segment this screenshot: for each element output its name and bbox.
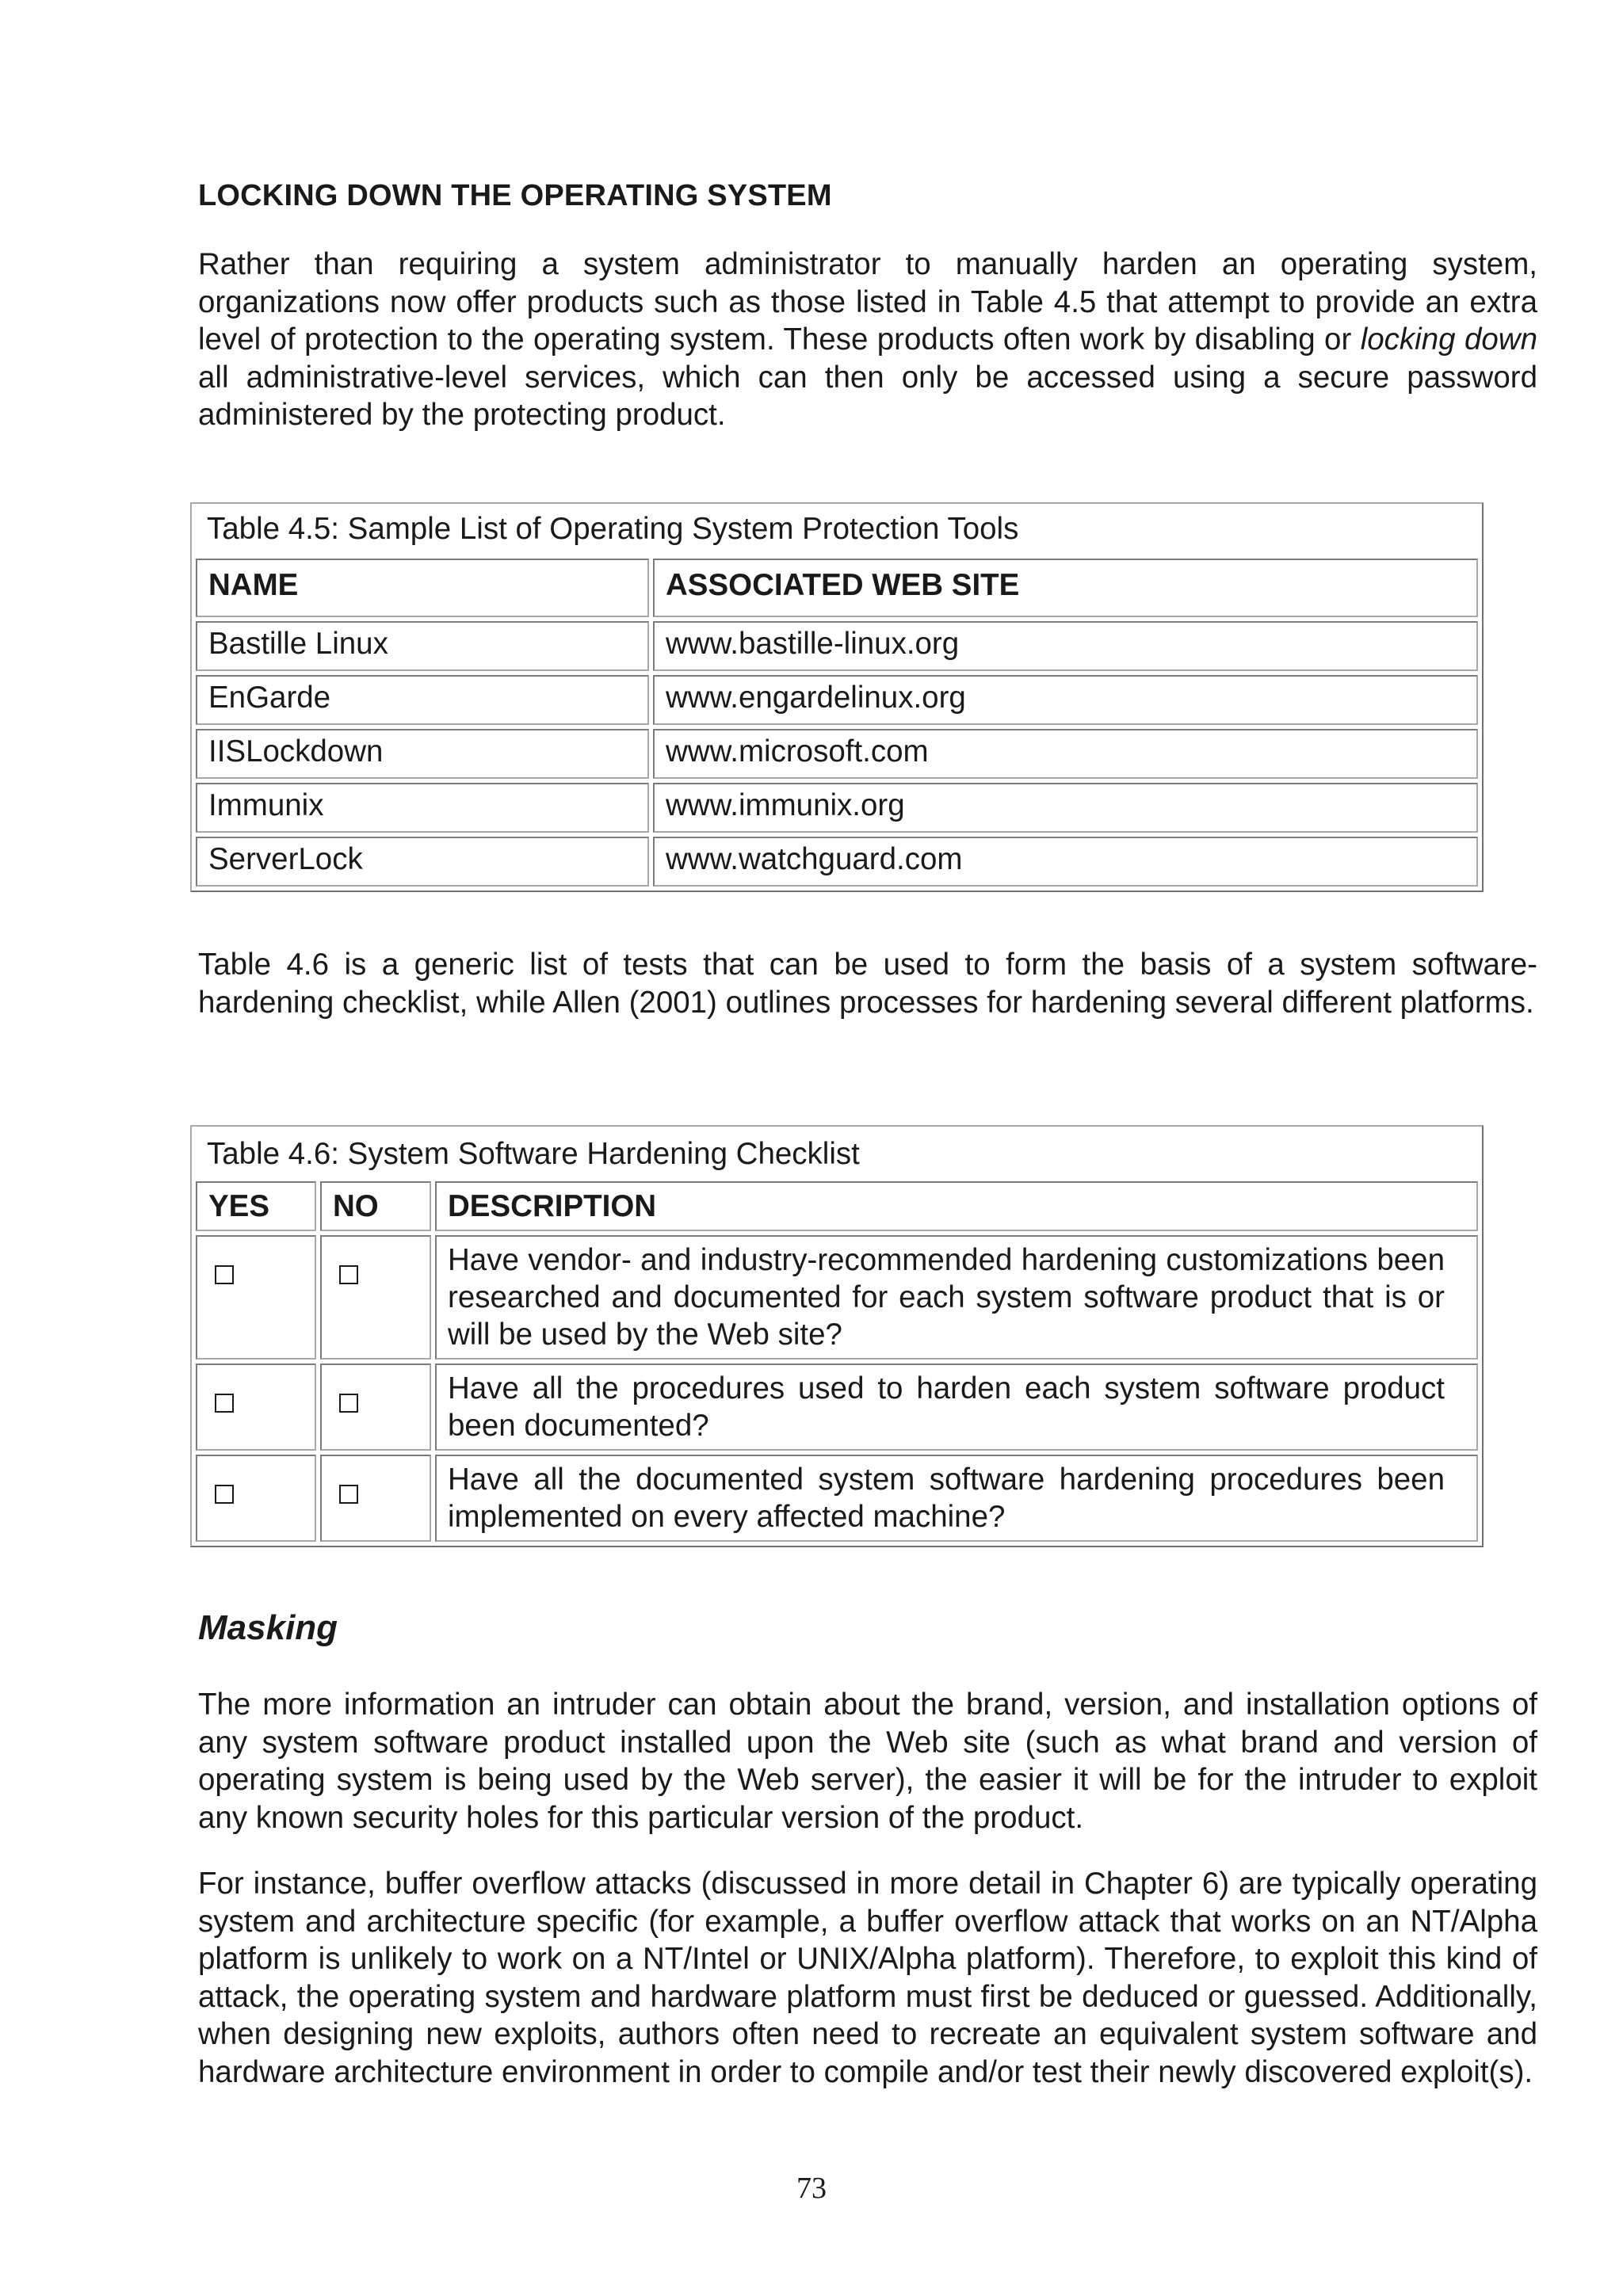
masking-paragraph-1: The more information an intruder can obtain about the brand, version, and installation options of any system software product installed upon the Web site (such as what brand and version of operating system is being used by the Web server), the easier it will be for the intruder to exploit any known security holes for this particular version of the product. — [198, 1688, 1537, 1835]
no-checkbox[interactable] — [339, 1485, 358, 1504]
tool-website: www.engardelinux.org — [653, 675, 1478, 725]
masking-paragraph-2: For instance, buffer overflow attacks (discussed in more detail in Chapter 6) are typically operating system and architecture specific (for example, a buffer overflow attack that works on an NT/Alpha platform is unlikely to work on a NT/Intel or UNIX/Alpha platform). Therefore, to exploit this kind of attack, the operating system and hardware platform must first be deduced or guessed. Additionally, when designing new exploits, authors often need to recreate an equivalent system software and hardware architecture environment in order to compile and/or test their newly discovered exploit(s). — [198, 1867, 1537, 2089]
masking-heading: Masking — [198, 1608, 338, 1647]
page-number: 73 — [796, 2172, 827, 2205]
table-row — [196, 621, 1478, 671]
table-row — [196, 675, 1478, 725]
yes-checkbox[interactable] — [215, 1394, 234, 1413]
checklist-description: Have vendor- and industry-recommended hardening customizations been researched and documented for each system software product that is or will be used by the Web site? — [435, 1235, 1478, 1360]
intro-text-end: all administrative-level services, which can then only be accessed using a secure password administered by the protecting product. — [198, 360, 1537, 432]
tool-website: www.watchguard.com — [653, 837, 1478, 887]
table46-caption: Table 4.6: System Software Hardening Checklist — [207, 1137, 860, 1171]
no-checkbox[interactable] — [339, 1265, 358, 1284]
table-row — [196, 1235, 1478, 1360]
table-row — [196, 729, 1478, 779]
section-heading: LOCKING DOWN THE OPERATING SYSTEM — [198, 179, 832, 212]
hardening-checklist-table — [190, 1125, 1484, 1547]
tool-name: Immunix — [196, 783, 649, 833]
table46-header-yes: YES — [196, 1181, 316, 1231]
table45-header-site: ASSOCIATED WEB SITE — [653, 559, 1478, 617]
table46-header-no: NO — [320, 1181, 431, 1231]
protection-tools-table — [190, 502, 1484, 892]
table46-intro-paragraph: Table 4.6 is a generic list of tests that can be used to form the basis of a system software-hardening checklist, while Allen (2001) outlines processes for hardening several different platforms. — [198, 948, 1537, 1020]
tool-website: www.immunix.org — [653, 783, 1478, 833]
no-checkbox[interactable] — [339, 1394, 358, 1413]
intro-text-start: Rather than requiring a system administrator to manually harden an operating system, organizations now offer products such as those listed in Table 4.5 that attempt to provide an extra level of protection to the operating system. These products often work by disabling or — [198, 247, 1537, 357]
table-row — [196, 1455, 1478, 1542]
tool-website: www.bastille-linux.org — [653, 621, 1478, 671]
table45-header-name: NAME — [196, 559, 649, 617]
tool-website: www.microsoft.com — [653, 729, 1478, 779]
table-row — [196, 1363, 1478, 1451]
yes-checkbox[interactable] — [215, 1265, 234, 1284]
table45-caption: Table 4.5: Sample List of Operating System Protection Tools — [207, 512, 1019, 546]
tool-name: EnGarde — [196, 675, 649, 725]
table-row — [196, 837, 1478, 887]
checklist-description: Have all the procedures used to harden each system software product been documented? — [435, 1363, 1478, 1451]
table46-header-description: DESCRIPTION — [435, 1181, 1478, 1231]
checklist-description: Have all the documented system software hardening procedures been implemented on every affected machine? — [435, 1455, 1478, 1542]
tool-name: IISLockdown — [196, 729, 649, 779]
intro-paragraph — [198, 246, 1537, 434]
tool-name: Bastille Linux — [196, 621, 649, 671]
yes-checkbox[interactable] — [215, 1485, 234, 1504]
intro-italic-term: locking down — [1360, 322, 1537, 357]
tool-name: ServerLock — [196, 837, 649, 887]
table-row — [196, 783, 1478, 833]
